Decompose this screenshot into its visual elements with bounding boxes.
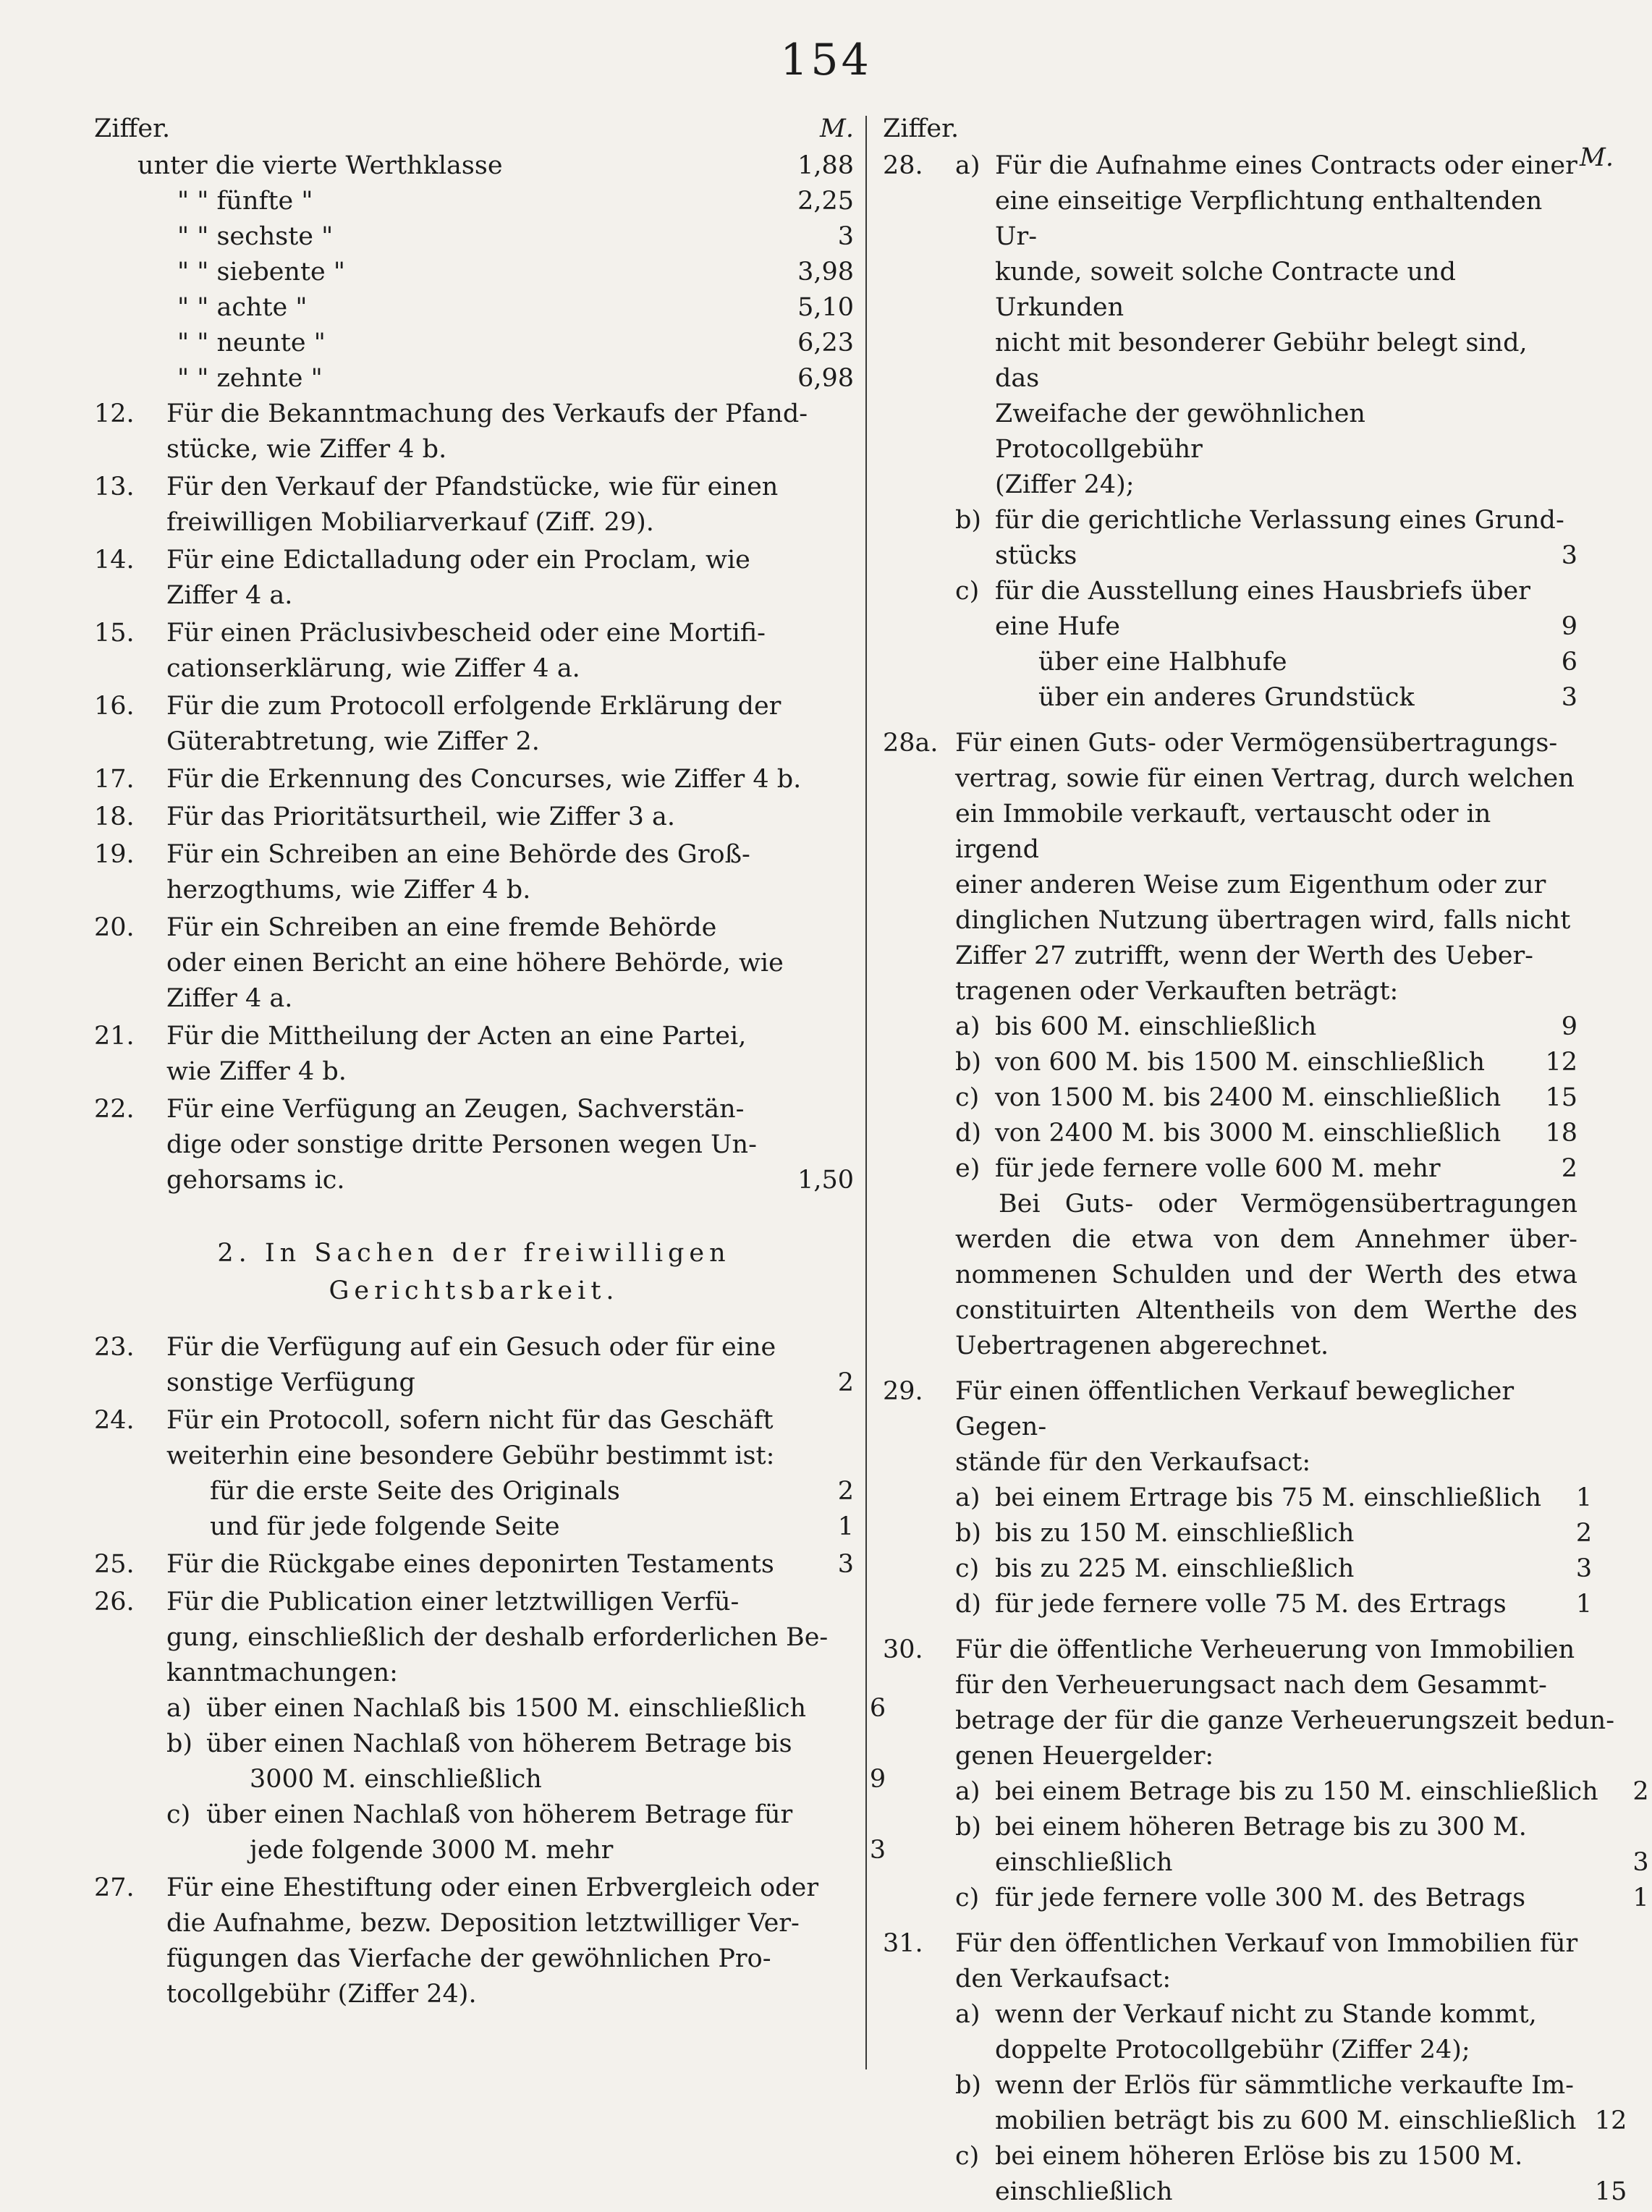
sub-letter: b): [166, 1729, 193, 1758]
sub-item: [955, 1116, 1577, 1151]
fee-line: [94, 326, 854, 361]
fee-amount: 15: [1545, 1083, 1577, 1112]
fee-amount: 3,98: [797, 258, 854, 287]
section-heading-line-2: Gerichtsbarkeit.: [329, 1276, 619, 1305]
entry-text: Für einen Guts- oder Vermögensübertragungs-: [955, 729, 1558, 758]
fee-amount: 5,10: [797, 293, 854, 322]
entry-text: von 1500 M. bis 2400 M. einschließlich: [995, 1083, 1501, 1112]
entry-text: Für eine Verfügung an Zeugen, Sachverstän-: [166, 1095, 745, 1124]
sub-item: [955, 1480, 1592, 1516]
entry-text: Für eine Edictalladung oder ein Proclam, wie: [166, 546, 750, 575]
entry-text: Für ein Schreiben an eine fremde Behörde: [166, 913, 717, 942]
fee-amount: 3: [1561, 541, 1577, 570]
entry-text: bei einem höheren Betrage bis zu 300 M.: [995, 1813, 1527, 1842]
entry-text: für jede fernere volle 75 M. des Ertrags: [995, 1590, 1507, 1619]
entry-text: Für die Aufnahme eines Contracts oder einer: [995, 151, 1577, 180]
entry-text: (Ziffer 24);: [995, 470, 1135, 499]
sub-letter: b): [955, 506, 982, 535]
entry-text: weiterhin eine besondere Gebühr bestimmt ist:: [166, 1441, 775, 1470]
entry-text: " " fünfte ": [177, 187, 313, 216]
entry-number: 25.: [94, 1550, 135, 1579]
fee-amount: 12: [1545, 1048, 1577, 1077]
entry-text: doppelte Protocollgebühr (Ziffer 24);: [995, 2035, 1470, 2064]
fee-line: [94, 148, 854, 184]
entry-29: [883, 1374, 1593, 1622]
entry-text: tragenen oder Verkauften beträgt:: [955, 977, 1399, 1006]
entry-text: stücks: [995, 541, 1077, 570]
entry-text: Für ein Protocoll, sofern nicht für das Geschäft: [166, 1406, 774, 1435]
entry-28a: [883, 726, 1577, 1364]
entry-28: [883, 148, 1577, 716]
entry-number: 19.: [94, 840, 135, 869]
entry-text: einschließlich: [995, 1848, 1173, 1877]
entry-text: gung, einschließlich der deshalb erforderlichen Be-: [166, 1623, 829, 1652]
left-column: [94, 148, 886, 2014]
entry-23: [94, 1330, 854, 1401]
entry-27: [94, 1870, 854, 2012]
entry-text: Für die Publication einer letztwilligen Verfü-: [166, 1588, 740, 1616]
entry-31: [883, 1926, 1627, 2210]
sub-letter: c): [955, 1554, 980, 1583]
fee-amount: 1,88: [797, 151, 854, 180]
sub-letter: a): [955, 1012, 980, 1041]
entry-text: Ziffer 27 zutrifft, wenn der Werth des Ueber-: [955, 941, 1534, 970]
entry-text: Für die Mittheilung der Acten an eine Partei,: [166, 1022, 747, 1051]
sub-letter: a): [955, 151, 980, 180]
entry-text: Für das Prioritätsurtheil, wie Ziffer 3 a.: [166, 802, 676, 831]
fee-amount: 3: [837, 222, 854, 251]
entry-22: [94, 1092, 854, 1198]
entry-text: bis 600 M. einschließlich: [995, 1012, 1317, 1041]
entry-text: Für die zum Protocoll erfolgende Erklärung der: [166, 692, 781, 721]
entry-number: 14.: [94, 546, 135, 575]
entry-note: Bei Guts- oder Vermögensübertragungen werden die etwa von dem Annehmer über- nommenen Schulden und der Werth des etwa constituirten Altentheils von dem Werthe des Uebertragenen abgerechnet.: [955, 1190, 1577, 1360]
entry-number: 26.: [94, 1588, 135, 1616]
entry-text: vertrag, sowie für einen Vertrag, durch welchen: [955, 764, 1575, 793]
entry-number: 27.: [94, 1873, 135, 1902]
entry-text: wenn der Verkauf nicht zu Stande kommt,: [995, 2000, 1537, 2029]
fee-line: [995, 1516, 1592, 1551]
entry-text: Ziffer 4 a.: [166, 984, 293, 1013]
entry-24: [94, 1403, 854, 1545]
value-class-list: [94, 148, 854, 397]
fee-line: [94, 290, 854, 326]
fee-amount: 6,98: [797, 364, 854, 393]
fee-amount: 2: [837, 1477, 854, 1506]
entry-text: Für einen Präclusivbescheid oder eine Mortifi-: [166, 619, 766, 648]
entry-text: Für die Verfügung auf ein Gesuch oder für eine: [166, 1333, 776, 1362]
entry-text: " " achte ": [177, 293, 308, 322]
fee-amount: 2: [1632, 1777, 1649, 1806]
sub-letter: c): [955, 1883, 980, 1912]
entry-text: Für eine Ehestiftung oder einen Erbvergleich oder: [166, 1873, 819, 1902]
entry-14: [94, 543, 854, 614]
fee-line: [995, 1480, 1592, 1516]
page-number: 154: [780, 35, 872, 85]
entry-text: jede folgende 3000 M. mehr: [250, 1836, 614, 1865]
entry-text: für jede fernere volle 600 M. mehr: [995, 1154, 1441, 1183]
fee-line: [94, 361, 854, 397]
sub-letter: b): [955, 1048, 982, 1077]
entry-text: von 600 M. bis 1500 M. einschließlich: [995, 1048, 1486, 1077]
entry-text: über einen Nachlaß von höherem Betrage für: [206, 1800, 793, 1829]
sub-item: [955, 1045, 1577, 1080]
entry-number: 18.: [94, 802, 135, 831]
entry-text: wenn der Erlös für sämmtliche verkaufte Im-: [995, 2071, 1575, 2100]
section-heading: [94, 1234, 854, 1310]
entry-text: sonstige Verfügung: [166, 1368, 415, 1397]
entry-text: für die Ausstellung eines Hausbriefs über: [995, 577, 1530, 606]
fee-amount: 3: [1575, 1554, 1593, 1583]
entry-number: 15.: [94, 619, 135, 648]
sub-item: [955, 1009, 1577, 1045]
entry-text: über einen Nachlaß von höherem Betrage bis: [206, 1729, 792, 1758]
fee-amount: 9: [869, 1765, 886, 1794]
entry-text: bis zu 225 M. einschließlich: [995, 1554, 1355, 1583]
entry-number: 24.: [94, 1406, 135, 1435]
entry-text: oder einen Bericht an eine höhere Behörde, wie: [166, 949, 784, 978]
fee-amount: 2: [1575, 1519, 1593, 1548]
entry-text: Für die öffentliche Verheuerung von Immobilien: [955, 1635, 1575, 1664]
entry-text: wie Ziffer 4 b.: [166, 1057, 347, 1086]
fee-amount: 2: [837, 1368, 854, 1397]
sub-letter: a): [955, 1483, 980, 1512]
entry-text: bis zu 150 M. einschließlich: [995, 1519, 1355, 1548]
entry-text: Für die Erkennung des Concurses, wie Ziffer 4 b.: [166, 765, 802, 794]
entry-text: cationserklärung, wie Ziffer 4 a.: [166, 654, 580, 683]
entry-text: Für die Bekanntmachung des Verkaufs der Pfand-: [166, 399, 808, 428]
entry-text: nicht mit besonderer Gebühr belegt sind, das: [995, 329, 1528, 393]
entry-number: 29.: [883, 1377, 923, 1406]
entry-number: 20.: [94, 913, 135, 942]
entry-text: von 2400 M. bis 3000 M. einschließlich: [995, 1119, 1501, 1148]
entry-text: dinglichen Nutzung übertragen wird, falls nicht: [955, 906, 1571, 935]
entry-text: eine einseitige Verpflichtung enthaltenden Ur-: [995, 187, 1543, 251]
fee-amount: 2,25: [797, 187, 854, 216]
left-column-header: [94, 114, 854, 143]
right-column: [883, 148, 1649, 2212]
fee-line: [995, 1587, 1592, 1622]
fee-amount: 6: [1561, 648, 1577, 677]
entry-13: [94, 470, 854, 541]
entry-text: für die gerichtliche Verlassung eines Grund-: [995, 506, 1564, 535]
fee-line: [94, 255, 854, 290]
entry-text: Güterabtretung, wie Ziffer 2.: [166, 727, 540, 756]
fee-line: [94, 184, 854, 219]
entry-text: " " neunte ": [177, 329, 326, 357]
entry-text: für die erste Seite des Originals: [210, 1477, 620, 1506]
entry-25: [94, 1547, 854, 1582]
sub-letter: c): [955, 577, 980, 606]
fee-amount: 6,23: [797, 329, 854, 357]
right-column-label: Ziffer.: [883, 114, 960, 143]
fee-line: [995, 1151, 1577, 1187]
sub-letter: a): [955, 2000, 980, 2029]
fee-line: [995, 1045, 1577, 1080]
sub-item: [955, 1551, 1592, 1587]
entry-number: 31.: [883, 1929, 923, 1958]
fee-amount: 15: [1594, 2177, 1627, 2206]
sub-letter: b): [955, 2071, 982, 2100]
entry-19: [94, 837, 854, 908]
entry-text: " " zehnte ": [177, 364, 323, 393]
entry-text: kanntmachungen:: [166, 1658, 398, 1687]
entry-text: den Verkaufsact:: [955, 1965, 1172, 1993]
fee-line: [995, 1009, 1577, 1045]
fee-amount: 3: [869, 1836, 886, 1865]
entry-number: 23.: [94, 1333, 135, 1362]
entry-15: [94, 616, 854, 687]
entry-number: 13.: [94, 473, 135, 501]
entry-number: 21.: [94, 1022, 135, 1051]
sub-item: [955, 1151, 1577, 1187]
entry-text: freiwilligen Mobiliarverkauf (Ziff. 29).: [166, 508, 654, 537]
entry-21: [94, 1019, 854, 1090]
entry-text: stücke, wie Ziffer 4 b.: [166, 435, 447, 464]
entry-12: [94, 397, 854, 467]
entry-text: betrage der für die ganze Verheuerungszeit bedun-: [955, 1706, 1615, 1735]
entry-30: [883, 1632, 1649, 1916]
sub-item: [955, 1587, 1592, 1622]
fee-amount: 3: [1632, 1848, 1649, 1877]
entry-number: 12.: [94, 399, 135, 428]
entry-text: bei einem Ertrage bis 75 M. einschließlich: [995, 1483, 1542, 1512]
sub-letter: d): [955, 1590, 982, 1619]
fee-amount: 18: [1545, 1119, 1577, 1148]
fee-amount: 1: [837, 1512, 854, 1541]
left-unit-label: M.: [820, 114, 854, 143]
entry-text: Für den Verkauf der Pfandstücke, wie für einen: [166, 473, 779, 501]
entry-text: und für jede folgende Seite: [210, 1512, 560, 1541]
sub-letter: c): [955, 1083, 980, 1112]
entry-text: bei einem Betrage bis zu 150 M. einschließlich: [995, 1777, 1598, 1806]
fee-amount: 12: [1594, 2106, 1627, 2135]
entry-text: fügungen das Vierfache der gewöhnlichen Pro-: [166, 1944, 771, 1973]
fee-amount: 9: [1561, 612, 1577, 641]
fee-line: [995, 1116, 1577, 1151]
entry-text: einschließlich: [995, 2177, 1173, 2206]
entry-number: 28.: [883, 151, 923, 180]
entry-text: eine Hufe: [995, 612, 1121, 641]
fee-line: [995, 1080, 1577, 1116]
entry-text: gehorsams ic.: [166, 1166, 345, 1195]
fee-amount: 1,50: [797, 1166, 854, 1195]
entry-number: 30.: [883, 1635, 923, 1664]
entry-text: 3000 M. einschließlich: [250, 1765, 542, 1794]
entry-text: kunde, soweit solche Contracte und Urkunden: [995, 258, 1457, 322]
fee-amount: 1: [1575, 1483, 1593, 1512]
entry-number: 17.: [94, 765, 135, 794]
fee-line: [995, 1551, 1592, 1587]
entry-text: tocollgebühr (Ziffer 24).: [166, 1980, 477, 2009]
entry-text: Für einen öffentlichen Verkauf beweglicher Gegen-: [955, 1377, 1515, 1441]
entry-text: unter die vierte Werthklasse: [137, 151, 503, 180]
entry-text: bei einem höheren Erlöse bis zu 1500 M.: [995, 2142, 1523, 2171]
sub-letter: b): [955, 1519, 982, 1548]
sub-letter: a): [166, 1694, 192, 1723]
entry-18: [94, 800, 854, 835]
entry-text: " " siebente ": [177, 258, 345, 287]
entry-text: mobilien beträgt bis zu 600 M. einschließlich: [995, 2106, 1577, 2135]
fee-line: [94, 219, 854, 255]
sub-letter: c): [955, 2142, 980, 2171]
entry-text: herzogthums, wie Ziffer 4 b.: [166, 876, 531, 904]
entry-text: dige oder sonstige dritte Personen wegen Un-: [166, 1130, 757, 1159]
entry-text: ein Immobile verkauft, vertauscht oder in irgend: [955, 800, 1491, 864]
left-entries: [94, 397, 854, 1198]
entry-text: Für ein Schreiben an eine Behörde des Groß-: [166, 840, 750, 869]
right-unit-label: M.: [1580, 143, 1614, 172]
fee-amount: 6: [869, 1694, 886, 1723]
entry-text: über eine Halbhufe: [1038, 648, 1287, 677]
sub-item: [955, 1080, 1577, 1116]
entry-text: einer anderen Weise zum Eigenthum oder zur: [955, 870, 1546, 899]
entry-text: " " sechste ": [177, 222, 334, 251]
fee-amount: 2: [1561, 1154, 1577, 1183]
sub-letter: b): [955, 1813, 982, 1842]
entry-text: für den Verheuerungsact nach dem Gesammt-: [955, 1671, 1547, 1700]
sub-letter: d): [955, 1119, 982, 1148]
entry-text: über einen Nachlaß bis 1500 M. einschließlich: [206, 1694, 807, 1723]
sub-letter: e): [955, 1154, 980, 1183]
sub-item: [955, 1516, 1592, 1551]
entry-text: Ziffer 4 a.: [166, 581, 293, 610]
entry-text: genen Heuergelder:: [955, 1742, 1214, 1771]
entry-text: Für die Rückgabe eines deponirten Testaments: [166, 1550, 774, 1579]
entry-17: [94, 762, 854, 797]
entry-26: [94, 1585, 886, 1868]
entry-text: Für den öffentlichen Verkauf von Immobilien für: [955, 1929, 1578, 1958]
fee-amount: 3: [1561, 683, 1577, 712]
entry-16: [94, 689, 854, 760]
fee-amount: 9: [1561, 1012, 1577, 1041]
entry-number: 16.: [94, 692, 135, 721]
entry-text: für jede fernere volle 300 M. des Betrags: [995, 1883, 1526, 1912]
entry-number: 28a.: [883, 729, 939, 758]
entry-number: 22.: [94, 1095, 135, 1124]
fee-line: [166, 1163, 854, 1198]
sub-letter: c): [166, 1800, 191, 1829]
sub-letter: a): [955, 1777, 980, 1806]
entry-text: die Aufnahme, bezw. Deposition letztwilliger Ver-: [166, 1909, 800, 1938]
fee-amount: 1: [1575, 1590, 1593, 1619]
entry-text: stände für den Verkaufsact:: [955, 1448, 1311, 1477]
entry-20: [94, 910, 854, 1017]
entry-text: über ein anderes Grundstück: [1038, 683, 1415, 712]
section-heading-line-1: 2. In Sachen der freiwilligen: [217, 1239, 731, 1268]
fee-amount: 1: [1632, 1883, 1649, 1912]
entry-text: Zweifache der gewöhnlichen Protocollgebühr: [995, 399, 1365, 464]
fee-amount: 3: [837, 1550, 854, 1579]
left-column-label: Ziffer.: [94, 114, 171, 143]
